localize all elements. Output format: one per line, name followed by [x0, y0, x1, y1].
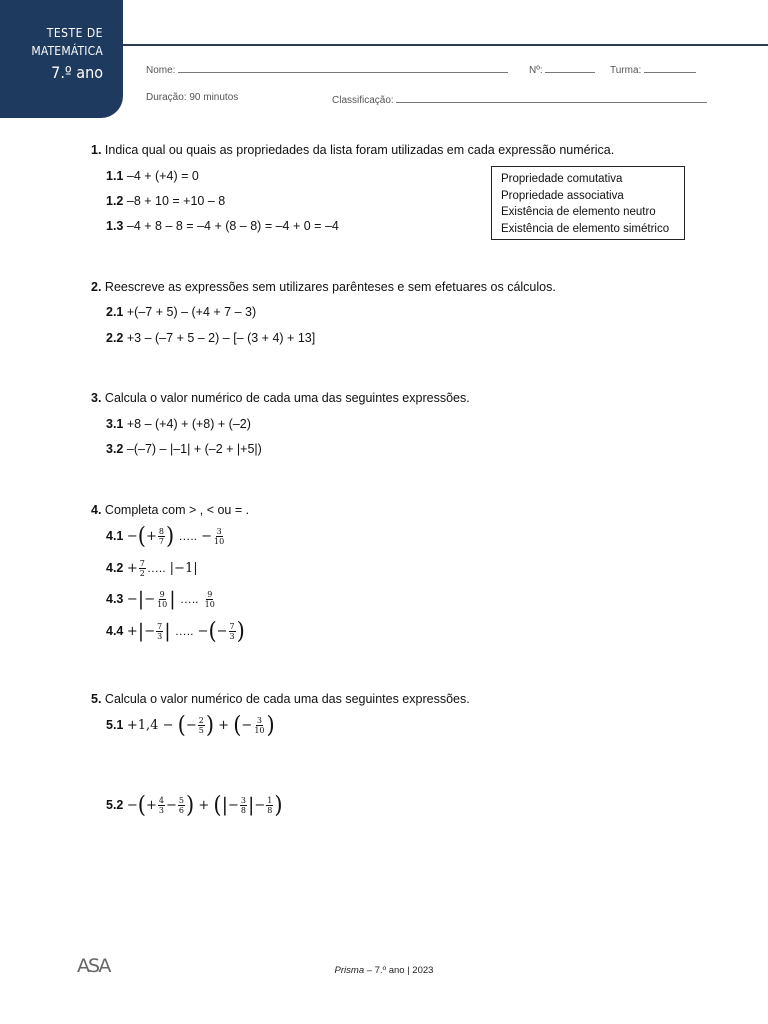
item-number: 5.1	[106, 718, 124, 732]
question-number: 5.	[91, 692, 102, 706]
fraction: $\frac{8}{7}$	[158, 527, 164, 546]
question-text: Indica qual ou quais as propriedades da lista foram utilizadas em cada expressão numérica.	[104, 143, 615, 157]
item-number: 1.2	[106, 194, 124, 208]
class-label: Turma:	[610, 65, 642, 76]
book-title: Prisma	[334, 965, 365, 976]
question-5	[91, 692, 470, 706]
item-5-1	[106, 711, 275, 739]
question-number: 2.	[91, 280, 102, 294]
fraction: $\frac{1}{8}$	[267, 796, 273, 815]
question-text: Calcula o valor numérico de cada uma das seguintes expressões.	[104, 391, 470, 405]
expression-5-2: −(+ $\frac{4}{3}$ − $\frac{5}{6}$ ) + (|− $\frac{3}{8}$ |− $\frac{1}{8}$ )	[126, 791, 283, 819]
number-label: Nº:	[529, 65, 543, 76]
item-expression: +(–7 + 5) – (+4 + 7 – 3)	[126, 305, 257, 319]
item-number: 1.1	[106, 169, 124, 183]
grade-field	[332, 92, 707, 106]
footer-text: – 7.º ano | 2023	[364, 965, 434, 976]
class-field	[610, 62, 696, 76]
question-text: Completa com > , < ou = .	[104, 503, 250, 517]
item-number: 5.2	[106, 798, 124, 812]
question-4	[91, 503, 249, 517]
number-field	[529, 62, 595, 76]
badge-line-1: TESTE DE	[46, 26, 103, 40]
class-line	[644, 62, 696, 73]
item-1-1	[106, 169, 199, 183]
question-number: 3.	[91, 391, 102, 405]
fraction: $\frac{7}{3}$	[229, 622, 235, 641]
question-1	[91, 143, 614, 157]
fraction: $\frac{7}{2}$	[139, 559, 145, 578]
fraction: $\frac{2}{5}$	[198, 716, 204, 735]
item-expression: –4 + 8 – 8 = –4 + (8 – 8) = –4 + 0 = –4	[126, 219, 339, 233]
fraction: $\frac{4}{3}$	[158, 796, 164, 815]
badge-line-3: 7.º ano	[51, 63, 103, 82]
badge-line-2: MATEMÁTICA	[31, 44, 103, 58]
item-expression: +3 – (–7 + 5 – 2) – [– (3 + 4) + 13]	[126, 331, 316, 345]
item-expression: –8 + 10 = +10 – 8	[126, 194, 226, 208]
item-number: 1.3	[106, 219, 124, 233]
item-number: 4.2	[106, 561, 124, 575]
property-item: Existência de elemento simétrico	[501, 222, 670, 235]
expression-4-2: + $\frac{7}{2}$ ….. |−1|	[126, 559, 198, 578]
fraction: $\frac{9}{10}$	[157, 590, 168, 609]
question-text: Reescreve as expressões sem utilizares parênteses e sem efetuares os cálculos.	[104, 280, 556, 294]
item-3-2	[106, 442, 262, 456]
test-badge	[0, 0, 123, 118]
item-5-2	[106, 791, 283, 819]
question-number: 4.	[91, 503, 102, 517]
item-expression: –4 + (+4) = 0	[126, 169, 199, 183]
question-number: 1.	[91, 143, 102, 157]
expression-5-1: +1,4 − (− $\frac{2}{5}$ ) + (− $\frac{3}{10}$ )	[126, 711, 275, 739]
name-line	[178, 62, 508, 73]
expression-4-4: +|− $\frac{7}{3}$ | ….. −(− $\frac{7}{3}$ )	[126, 617, 245, 645]
fraction: $\frac{5}{6}$	[178, 796, 184, 815]
item-number: 4.1	[106, 529, 124, 543]
fraction: $\frac{3}{10}$	[254, 716, 265, 735]
item-number: 3.2	[106, 442, 124, 456]
property-item: Propriedade comutativa	[501, 173, 623, 185]
item-number: 4.3	[106, 592, 124, 606]
fraction: $\frac{3}{10}$	[214, 527, 225, 546]
item-number: 4.4	[106, 624, 124, 638]
question-2	[91, 280, 556, 294]
item-2-1	[106, 305, 256, 319]
item-number: 2.2	[106, 331, 124, 345]
question-3	[91, 391, 470, 405]
item-1-2	[106, 194, 225, 208]
item-number: 3.1	[106, 417, 124, 431]
item-4-4	[106, 617, 245, 645]
expression-4-1: −(+ $\frac{8}{7}$ ) ….. − $\frac{3}{10}$	[126, 522, 225, 550]
grade-line	[396, 92, 707, 103]
number-line	[545, 62, 595, 73]
asa-logo: ASA	[77, 955, 110, 977]
duration-text: Duração: 90 minutos	[146, 92, 239, 103]
property-item: Propriedade associativa	[501, 189, 624, 202]
name-label: Nome:	[146, 65, 176, 76]
item-expression: –(–7) – |–1| + (–2 + |+5|)	[126, 442, 262, 456]
item-4-2	[106, 559, 198, 578]
item-1-3	[106, 219, 339, 233]
property-item: Existência de elemento neutro	[501, 206, 656, 218]
fraction: $\frac{9}{10}$	[204, 590, 215, 609]
grade-label: Classificação:	[332, 95, 394, 106]
item-number: 2.1	[106, 305, 124, 319]
header-divider	[123, 44, 768, 46]
item-3-1	[106, 417, 251, 431]
question-text: Calcula o valor numérico de cada uma das seguintes expressões.	[104, 692, 470, 706]
item-4-3	[106, 590, 217, 609]
item-2-2	[106, 331, 315, 345]
item-expression: +8 – (+4) + (+8) + (–2)	[126, 417, 251, 431]
name-field	[146, 62, 508, 76]
item-4-1	[106, 522, 226, 550]
page-footer	[0, 965, 768, 976]
fraction: $\frac{3}{8}$	[240, 796, 246, 815]
expression-4-3: −|− $\frac{9}{10}$ | ….. $\frac{9}{10}$	[126, 588, 215, 610]
properties-box	[491, 166, 685, 240]
fraction: $\frac{7}{3}$	[157, 622, 163, 641]
